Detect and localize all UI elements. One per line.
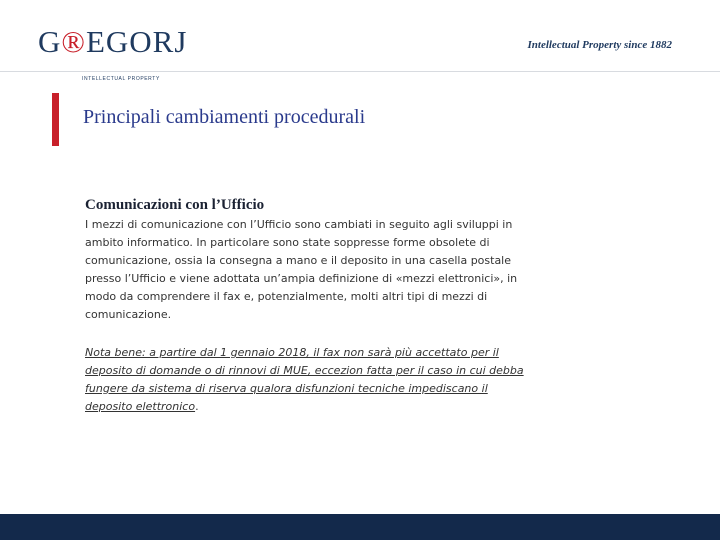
logo-subtitle: INTELLECTUAL PROPERTY bbox=[82, 76, 160, 82]
company-logo bbox=[38, 24, 188, 82]
slide-title: Principali cambiamenti procedurali bbox=[83, 106, 366, 128]
header-divider bbox=[0, 71, 720, 72]
registered-mark-icon: ® bbox=[61, 24, 86, 59]
logo-wordmark: G®EGORJ bbox=[38, 24, 188, 59]
note-paragraph bbox=[85, 344, 525, 416]
section-heading: Comunicazioni con l’Ufficio bbox=[85, 197, 265, 213]
note-text: Nota bene: a partire dal 1 gennaio 2018, il fax non sarà più accettato per il deposito di domande o di rinnovi di MUE, eccezion fatta per il caso in cui debba fungere da sistema di riserva qualora disfunzioni tecniche impediscano il deposito elettronico bbox=[85, 346, 524, 413]
tagline: Intellectual Property since 1882 bbox=[527, 39, 672, 51]
note-period: . bbox=[195, 400, 199, 413]
body-paragraph: I mezzi di comunicazione con l’Ufficio sono cambiati in seguito agli sviluppi in ambito informatico. In particolare sono state soppresse forme obsolete di comunicazione, ossia la consegna a mano e il deposito in una casella postale presso l’Ufficio e viene adottata un’ampia definizione di «mezzi elettronici», in modo da comprendere il fax e, potenzialmente, molti altri tipi di mezzi di comunicazione. bbox=[85, 218, 518, 321]
footer-bar bbox=[0, 514, 720, 540]
title-accent-bar bbox=[52, 93, 59, 146]
